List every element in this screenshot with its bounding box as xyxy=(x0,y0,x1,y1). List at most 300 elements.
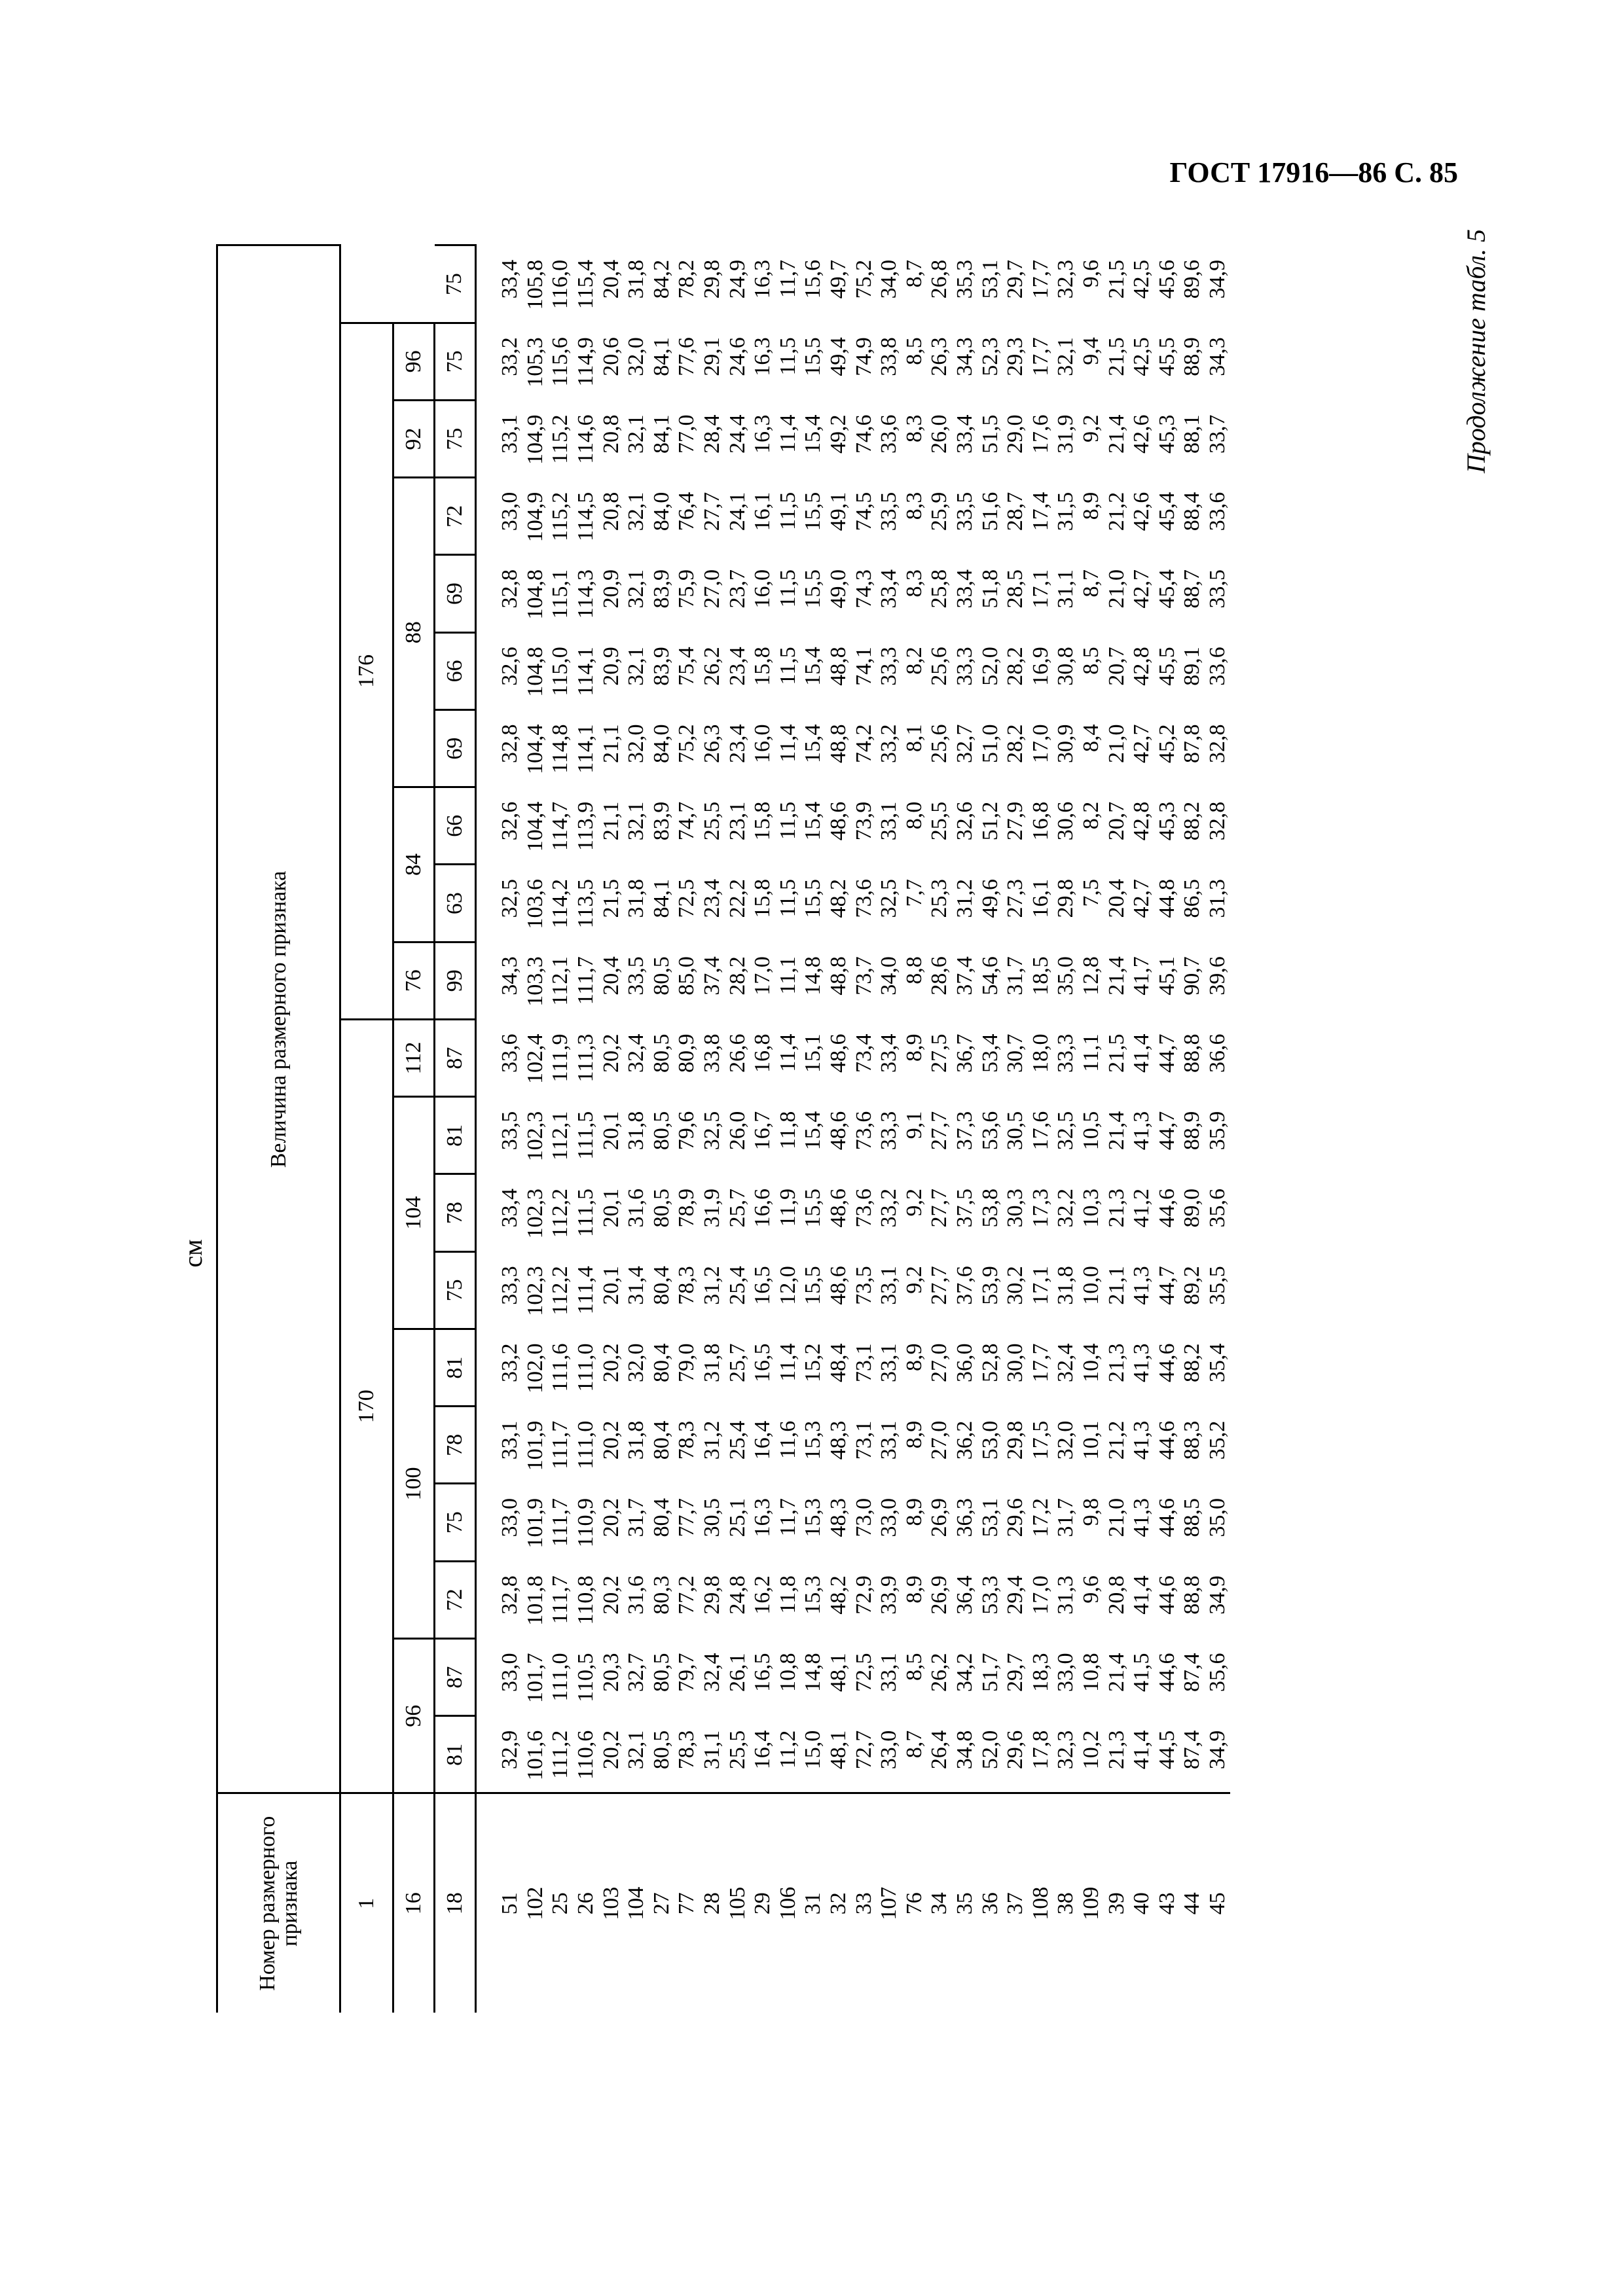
table-cell: 20,2 xyxy=(598,1033,623,1073)
table-cell: 32,0 xyxy=(1053,1420,1078,1460)
table-cell: 80,5 xyxy=(649,1111,674,1151)
table-cell: 33,2 xyxy=(498,1343,522,1382)
table-cell: 17,0 xyxy=(1028,1575,1053,1615)
table-cell: 114,1 xyxy=(574,647,598,696)
table-cell: 9,2 xyxy=(902,1189,926,1217)
table-cell: 30,5 xyxy=(700,1498,725,1537)
table-cell: 115,6 xyxy=(548,337,573,387)
table-cell: 75,2 xyxy=(851,259,876,299)
table-cell: 74,7 xyxy=(674,801,699,841)
row-code: 34 xyxy=(927,1793,953,2013)
table-cell: 111,4 xyxy=(574,1266,598,1315)
table-cell: 78,3 xyxy=(674,1420,699,1460)
table-cell: 21,2 xyxy=(1104,1420,1129,1460)
page-header: ГОСТ 17916—86 С. 85 xyxy=(1169,156,1458,188)
spacer-cell xyxy=(476,245,498,1793)
group-header-l3: 66 xyxy=(435,787,476,865)
table-cell: 33,3 xyxy=(1053,1033,1078,1073)
table-cell: 77,2 xyxy=(674,1575,699,1615)
table-cell: 101,7 xyxy=(522,1653,547,1703)
table-cell: 11,8 xyxy=(775,1111,800,1149)
table-cell: 49,4 xyxy=(826,337,851,376)
table-cell: 32,2 xyxy=(1053,1189,1078,1228)
row-code: 107 xyxy=(877,1793,902,2013)
table-cell: 105,8 xyxy=(522,259,547,310)
table-cell: 33,8 xyxy=(877,337,902,376)
table-cell: 33,4 xyxy=(952,569,977,609)
group-header-l3: 99 xyxy=(435,942,476,1019)
table-cell: 21,1 xyxy=(598,724,623,763)
row-header-code: 1 xyxy=(340,1793,393,2013)
table-cell: 20,7 xyxy=(1104,647,1129,686)
table-cell: 33,5 xyxy=(498,1111,522,1151)
table-cell: 35,0 xyxy=(1205,1498,1230,1537)
table-cell: 11,8 xyxy=(775,1575,800,1614)
table-cell: 31,6 xyxy=(624,1189,649,1228)
row-header-code: 18 xyxy=(435,1793,476,2013)
table-cell: 31,4 xyxy=(624,1266,649,1305)
table-cell: 78,9 xyxy=(674,1189,699,1228)
group-header-l2: 96 xyxy=(393,1639,435,1794)
table-row xyxy=(927,245,953,2013)
table-cell: 31,7 xyxy=(624,1498,649,1537)
spacer-cell xyxy=(476,1793,498,2013)
table-cell: 15,5 xyxy=(801,1189,826,1228)
table-cell: 88,2 xyxy=(1180,1343,1205,1382)
row-code: 105 xyxy=(725,1793,750,2013)
table-cell: 42,8 xyxy=(1129,801,1154,841)
table-cell: 42,6 xyxy=(1129,492,1154,531)
table-cell: 8,1 xyxy=(902,724,926,752)
row-code: 103 xyxy=(598,1793,624,2013)
table-cell: 24,9 xyxy=(725,259,750,299)
row-code: 43 xyxy=(1154,1793,1180,2013)
table-cell: 90,7 xyxy=(1180,956,1205,996)
table-cell: 26,3 xyxy=(927,337,952,376)
table-cell: 111,9 xyxy=(548,1033,573,1083)
unit-label: см xyxy=(178,1239,208,1268)
table-cell: 16,8 xyxy=(750,1033,775,1073)
table-cell: 88,7 xyxy=(1180,569,1205,609)
table-cell: 44,6 xyxy=(1154,1498,1179,1537)
table-cell: 29,0 xyxy=(1003,414,1028,454)
table-cell: 33,0 xyxy=(498,1498,522,1537)
table-cell: 84,1 xyxy=(649,879,674,918)
table-cell: 29,7 xyxy=(1003,259,1028,299)
table-cell: 35,4 xyxy=(1205,1343,1230,1382)
table-cell: 17,7 xyxy=(1028,259,1053,299)
table-cell: 79,7 xyxy=(674,1653,699,1692)
table-cell: 80,9 xyxy=(674,1033,699,1073)
table-cell: 44,7 xyxy=(1154,1033,1179,1073)
table-cell: 27,7 xyxy=(927,1266,952,1305)
table-cell: 20,3 xyxy=(598,1653,623,1692)
table-cell: 74,5 xyxy=(851,492,876,531)
table-wrapper xyxy=(216,245,1460,2013)
table-cell: 33,1 xyxy=(877,1343,902,1382)
table-cell: 51,7 xyxy=(977,1653,1002,1692)
table-cell: 48,8 xyxy=(826,724,851,763)
table-cell: 27,0 xyxy=(927,1420,952,1460)
table-cell: 31,6 xyxy=(624,1575,649,1615)
table-cell: 88,3 xyxy=(1180,1420,1205,1460)
table-cell: 75,9 xyxy=(674,569,699,609)
table-cell: 101,8 xyxy=(522,1575,547,1626)
row-code: 38 xyxy=(1053,1793,1079,2013)
table-cell: 29,6 xyxy=(1003,1498,1028,1537)
table-cell: 28,2 xyxy=(1003,724,1028,763)
table-cell: 8,7 xyxy=(902,1730,926,1759)
table-cell: 25,4 xyxy=(725,1420,750,1460)
table-cell: 15,5 xyxy=(801,879,826,918)
table-cell: 28,5 xyxy=(1003,569,1028,609)
table-cell: 48,1 xyxy=(826,1730,851,1770)
table-row xyxy=(801,245,826,2013)
table-cell: 112,2 xyxy=(548,1266,573,1316)
table-cell: 32,6 xyxy=(498,647,522,686)
table-cell: 33,0 xyxy=(498,492,522,531)
table-cell: 7,7 xyxy=(902,879,926,907)
table-cell: 11,5 xyxy=(775,879,800,918)
table-cell: 29,1 xyxy=(700,337,725,376)
table-cell: 15,8 xyxy=(750,801,775,841)
table-cell: 8,9 xyxy=(902,1343,926,1371)
table-cell: 31,2 xyxy=(700,1266,725,1305)
table-cell: 24,1 xyxy=(725,492,750,531)
table-cell: 25,6 xyxy=(927,724,952,763)
table-cell: 33,2 xyxy=(877,1189,902,1228)
table-cell: 52,3 xyxy=(977,337,1002,376)
table-cell: 33,0 xyxy=(877,1730,902,1770)
table-cell: 102,3 xyxy=(522,1189,547,1239)
table-cell: 33,3 xyxy=(877,1111,902,1151)
table-cell: 104,9 xyxy=(522,414,547,465)
group-header-l3: 75 xyxy=(435,323,476,400)
table-cell: 32,1 xyxy=(1053,337,1078,376)
table-cell: 15,3 xyxy=(801,1498,826,1537)
table-cell: 15,5 xyxy=(801,337,826,376)
table-cell: 73,4 xyxy=(851,1033,876,1073)
table-cell: 102,0 xyxy=(522,1343,547,1393)
table-cell: 30,8 xyxy=(1053,647,1078,686)
table-cell: 45,4 xyxy=(1154,492,1179,531)
table-cell: 114,8 xyxy=(548,724,573,774)
table-cell: 7,5 xyxy=(1078,879,1103,907)
table-cell: 32,3 xyxy=(1053,259,1078,299)
table-cell: 104,8 xyxy=(522,569,547,620)
table-cell: 44,7 xyxy=(1154,1266,1179,1305)
table-cell: 17,6 xyxy=(1028,1111,1053,1151)
table-cell: 111,5 xyxy=(574,1111,598,1160)
table-cell: 15,8 xyxy=(750,879,775,918)
table-cell: 27,7 xyxy=(700,492,725,531)
table-cell: 48,4 xyxy=(826,1343,851,1382)
table-cell: 28,4 xyxy=(700,414,725,454)
table-cell: 26,2 xyxy=(927,1653,952,1692)
table-cell: 11,7 xyxy=(775,259,800,298)
table-cell: 114,1 xyxy=(574,724,598,774)
table-cell: 32,7 xyxy=(952,724,977,763)
table-cell: 76,4 xyxy=(674,492,699,531)
table-cell: 31,8 xyxy=(700,1343,725,1382)
table-cell: 15,4 xyxy=(801,801,826,841)
table-cell: 8,5 xyxy=(902,1653,926,1681)
table-cell: 29,8 xyxy=(1053,879,1078,918)
table-row xyxy=(548,245,574,2013)
table-cell: 51,5 xyxy=(977,414,1002,454)
table-cell: 78,3 xyxy=(674,1266,699,1305)
table-cell: 33,8 xyxy=(700,1033,725,1073)
table-cell: 20,7 xyxy=(1104,801,1129,841)
table-cell: 11,7 xyxy=(775,1498,800,1537)
table-cell: 37,3 xyxy=(952,1111,977,1151)
table-cell: 20,2 xyxy=(598,1343,623,1382)
table-row xyxy=(1028,245,1053,2013)
table-cell: 33,1 xyxy=(877,1266,902,1305)
table-cell: 17,0 xyxy=(750,956,775,996)
table-cell: 77,6 xyxy=(674,337,699,376)
table-cell: 14,8 xyxy=(801,956,826,996)
table-cell: 32,0 xyxy=(624,1343,649,1382)
table-cell: 11,1 xyxy=(1078,1033,1103,1072)
table-cell: 45,5 xyxy=(1154,647,1179,686)
table-cell: 72,5 xyxy=(851,1653,876,1692)
table-cell: 8,9 xyxy=(902,1420,926,1449)
table-cell: 9,4 xyxy=(1078,337,1103,365)
table-cell: 73,6 xyxy=(851,879,876,918)
table-cell: 111,2 xyxy=(548,1730,573,1779)
table-cell: 86,5 xyxy=(1180,879,1205,918)
table-cell: 80,4 xyxy=(649,1420,674,1460)
table-cell: 25,5 xyxy=(927,801,952,841)
row-code: 44 xyxy=(1180,1793,1205,2013)
table-cell: 30,2 xyxy=(1003,1266,1028,1305)
table-cell: 20,2 xyxy=(598,1730,623,1770)
table-cell: 31,3 xyxy=(1053,1575,1078,1615)
table-cell: 34,3 xyxy=(952,337,977,376)
group-header-l3: 87 xyxy=(435,1639,476,1716)
table-cell: 111,5 xyxy=(574,1189,598,1237)
table-cell: 48,8 xyxy=(826,956,851,996)
row-code: 108 xyxy=(1028,1793,1053,2013)
table-cell: 9,6 xyxy=(1078,1575,1103,1604)
table-cell: 17,6 xyxy=(1028,414,1053,454)
table-cell: 89,2 xyxy=(1180,1266,1205,1305)
row-code: 35 xyxy=(953,1793,978,2013)
table-cell: 15,2 xyxy=(801,1343,826,1382)
table-cell: 27,7 xyxy=(927,1111,952,1151)
table-cell: 29,8 xyxy=(1003,1420,1028,1460)
table-cell: 20,1 xyxy=(598,1111,623,1151)
table-cell: 16,6 xyxy=(750,1189,775,1228)
table-cell: 26,4 xyxy=(927,1730,952,1770)
table-cell: 80,5 xyxy=(649,1653,674,1692)
table-cell: 17,4 xyxy=(1028,492,1053,531)
table-cell: 31,8 xyxy=(624,1111,649,1151)
table-cell: 33,4 xyxy=(498,259,522,299)
table-cell: 21,1 xyxy=(598,801,623,841)
table-cell: 32,8 xyxy=(498,1575,522,1615)
group-header-l2: 76 xyxy=(393,942,435,1019)
table-cell: 80,5 xyxy=(649,1189,674,1228)
table-cell: 32,1 xyxy=(624,801,649,841)
table-cell: 31,8 xyxy=(624,1420,649,1460)
table-cell: 48,6 xyxy=(826,1111,851,1151)
table-cell: 16,7 xyxy=(750,1111,775,1151)
table-cell: 34,0 xyxy=(877,956,902,996)
table-cell: 51,8 xyxy=(977,569,1002,609)
table-cell: 79,0 xyxy=(674,1343,699,1382)
table-row xyxy=(523,245,549,2013)
table-cell: 20,9 xyxy=(598,569,623,609)
table-cell: 36,3 xyxy=(952,1498,977,1537)
table-cell: 29,8 xyxy=(700,1575,725,1615)
table-cell: 22,2 xyxy=(725,879,750,918)
table-cell: 48,2 xyxy=(826,1575,851,1615)
table-cell: 44,8 xyxy=(1154,879,1179,918)
table-cell: 24,6 xyxy=(725,337,750,376)
table-cell: 72,7 xyxy=(851,1730,876,1770)
table-cell: 33,4 xyxy=(952,414,977,454)
table-cell: 33,0 xyxy=(877,1498,902,1537)
table-cell: 45,2 xyxy=(1154,724,1179,763)
table-cell: 33,4 xyxy=(498,1189,522,1228)
table-cell: 41,2 xyxy=(1129,1189,1154,1228)
table-cell: 32,3 xyxy=(1053,1730,1078,1770)
table-cell: 104,4 xyxy=(522,801,547,852)
table-cell: 83,9 xyxy=(649,647,674,686)
table-cell: 53,1 xyxy=(977,1498,1002,1537)
table-cell: 32,8 xyxy=(498,569,522,609)
table-cell: 16,3 xyxy=(750,259,775,299)
table-cell: 16,1 xyxy=(750,492,775,531)
table-cell: 32,4 xyxy=(700,1653,725,1692)
table-cell: 110,6 xyxy=(574,1730,598,1780)
table-cell: 78,2 xyxy=(674,259,699,299)
table-cell: 45,5 xyxy=(1154,337,1179,376)
table-cell: 16,3 xyxy=(750,414,775,454)
table-cell: 42,5 xyxy=(1129,337,1154,376)
table-cell: 23,7 xyxy=(725,569,750,609)
table-cell: 31,2 xyxy=(700,1420,725,1460)
table-cell: 31,5 xyxy=(1053,492,1078,531)
table-cell: 33,3 xyxy=(877,647,902,686)
table-cell: 14,8 xyxy=(801,1653,826,1692)
table-cell: 33,5 xyxy=(877,492,902,531)
table-row xyxy=(750,245,776,2013)
table-cell: 88,5 xyxy=(1180,1498,1205,1537)
group-header-l3: 87 xyxy=(435,1020,476,1097)
table-cell: 49,1 xyxy=(826,492,851,531)
table-cell: 17,3 xyxy=(1028,1189,1053,1228)
table-cell: 41,4 xyxy=(1129,1575,1154,1615)
table-row xyxy=(498,245,523,2013)
table-cell: 53,6 xyxy=(977,1111,1002,1151)
table-cell: 8,3 xyxy=(902,569,926,598)
table-row xyxy=(1003,245,1029,2013)
table-cell: 33,5 xyxy=(624,956,649,996)
table-cell: 32,1 xyxy=(624,569,649,609)
table-cell: 32,5 xyxy=(877,879,902,918)
table-cell: 11,5 xyxy=(775,801,800,840)
table-cell: 35,2 xyxy=(1205,1420,1230,1460)
table-cell: 16,5 xyxy=(750,1266,775,1305)
group-header-l1: 176 xyxy=(340,323,393,1019)
table-cell: 41,4 xyxy=(1129,1730,1154,1770)
table-cell: 21,2 xyxy=(1104,492,1129,531)
table-cell: 11,2 xyxy=(775,1730,800,1768)
table-cell: 35,9 xyxy=(1205,1111,1230,1151)
table-cell: 34,2 xyxy=(952,1653,977,1692)
group-header-l3: 81 xyxy=(435,1097,476,1174)
row-header-label: Номер размерного признака xyxy=(217,1793,340,2013)
table-cell: 26,2 xyxy=(700,647,725,686)
table-cell: 10,1 xyxy=(1078,1420,1103,1460)
table-cell: 31,8 xyxy=(624,879,649,918)
table-cell: 115,2 xyxy=(548,414,573,464)
table-cell: 10,5 xyxy=(1078,1111,1103,1151)
table-cell: 42,7 xyxy=(1129,569,1154,609)
table-cell: 15,5 xyxy=(801,1266,826,1305)
table-cell: 113,5 xyxy=(574,879,598,929)
table-cell: 42,7 xyxy=(1129,724,1154,763)
table-cell: 80,4 xyxy=(649,1266,674,1305)
table-cell: 84,0 xyxy=(649,724,674,763)
table-cell: 21,0 xyxy=(1104,1498,1129,1537)
table-cell: 30,0 xyxy=(1003,1343,1028,1382)
row-code: 33 xyxy=(851,1793,877,2013)
table-cell: 80,3 xyxy=(649,1575,674,1615)
table-cell: 11,4 xyxy=(775,1033,800,1072)
table-cell: 32,1 xyxy=(624,414,649,454)
table-row xyxy=(877,245,902,2013)
table-row xyxy=(1104,245,1129,2013)
table-cell: 72,9 xyxy=(851,1575,876,1615)
table-cell: 104,4 xyxy=(522,724,547,774)
group-header-l2: 104 xyxy=(393,1097,435,1329)
table-cell: 88,8 xyxy=(1180,1575,1205,1615)
table-cell: 21,3 xyxy=(1104,1189,1129,1228)
table-cell: 20,9 xyxy=(598,647,623,686)
table-cell: 11,5 xyxy=(775,647,800,685)
table-cell: 16,4 xyxy=(750,1420,775,1460)
table-cell: 20,6 xyxy=(598,337,623,376)
table-cell: 34,3 xyxy=(498,956,522,996)
table-cell: 21,3 xyxy=(1104,1343,1129,1382)
table-cell: 89,0 xyxy=(1180,1189,1205,1228)
table-cell: 20,1 xyxy=(598,1189,623,1228)
table-cell: 17,0 xyxy=(1028,724,1053,763)
table-cell: 37,5 xyxy=(952,1189,977,1228)
table-cell: 35,6 xyxy=(1205,1189,1230,1228)
table-cell: 103,6 xyxy=(522,879,547,929)
group-header-l3: 78 xyxy=(435,1407,476,1484)
table-row xyxy=(851,245,877,2013)
table-row xyxy=(725,245,750,2013)
table-cell: 111,0 xyxy=(574,1420,598,1469)
row-code: 45 xyxy=(1205,1793,1231,2013)
table-cell: 73,0 xyxy=(851,1498,876,1537)
table-row xyxy=(953,245,978,2013)
table-cell: 8,2 xyxy=(1078,801,1103,830)
group-header-l3: 66 xyxy=(435,632,476,709)
table-cell: 8,9 xyxy=(902,1498,926,1526)
row-code: 77 xyxy=(674,1793,700,2013)
table-cell: 45,3 xyxy=(1154,801,1179,841)
table-cell: 27,9 xyxy=(1003,801,1028,841)
table-cell: 88,8 xyxy=(1180,1033,1205,1073)
table-cell: 8,9 xyxy=(1078,492,1103,520)
